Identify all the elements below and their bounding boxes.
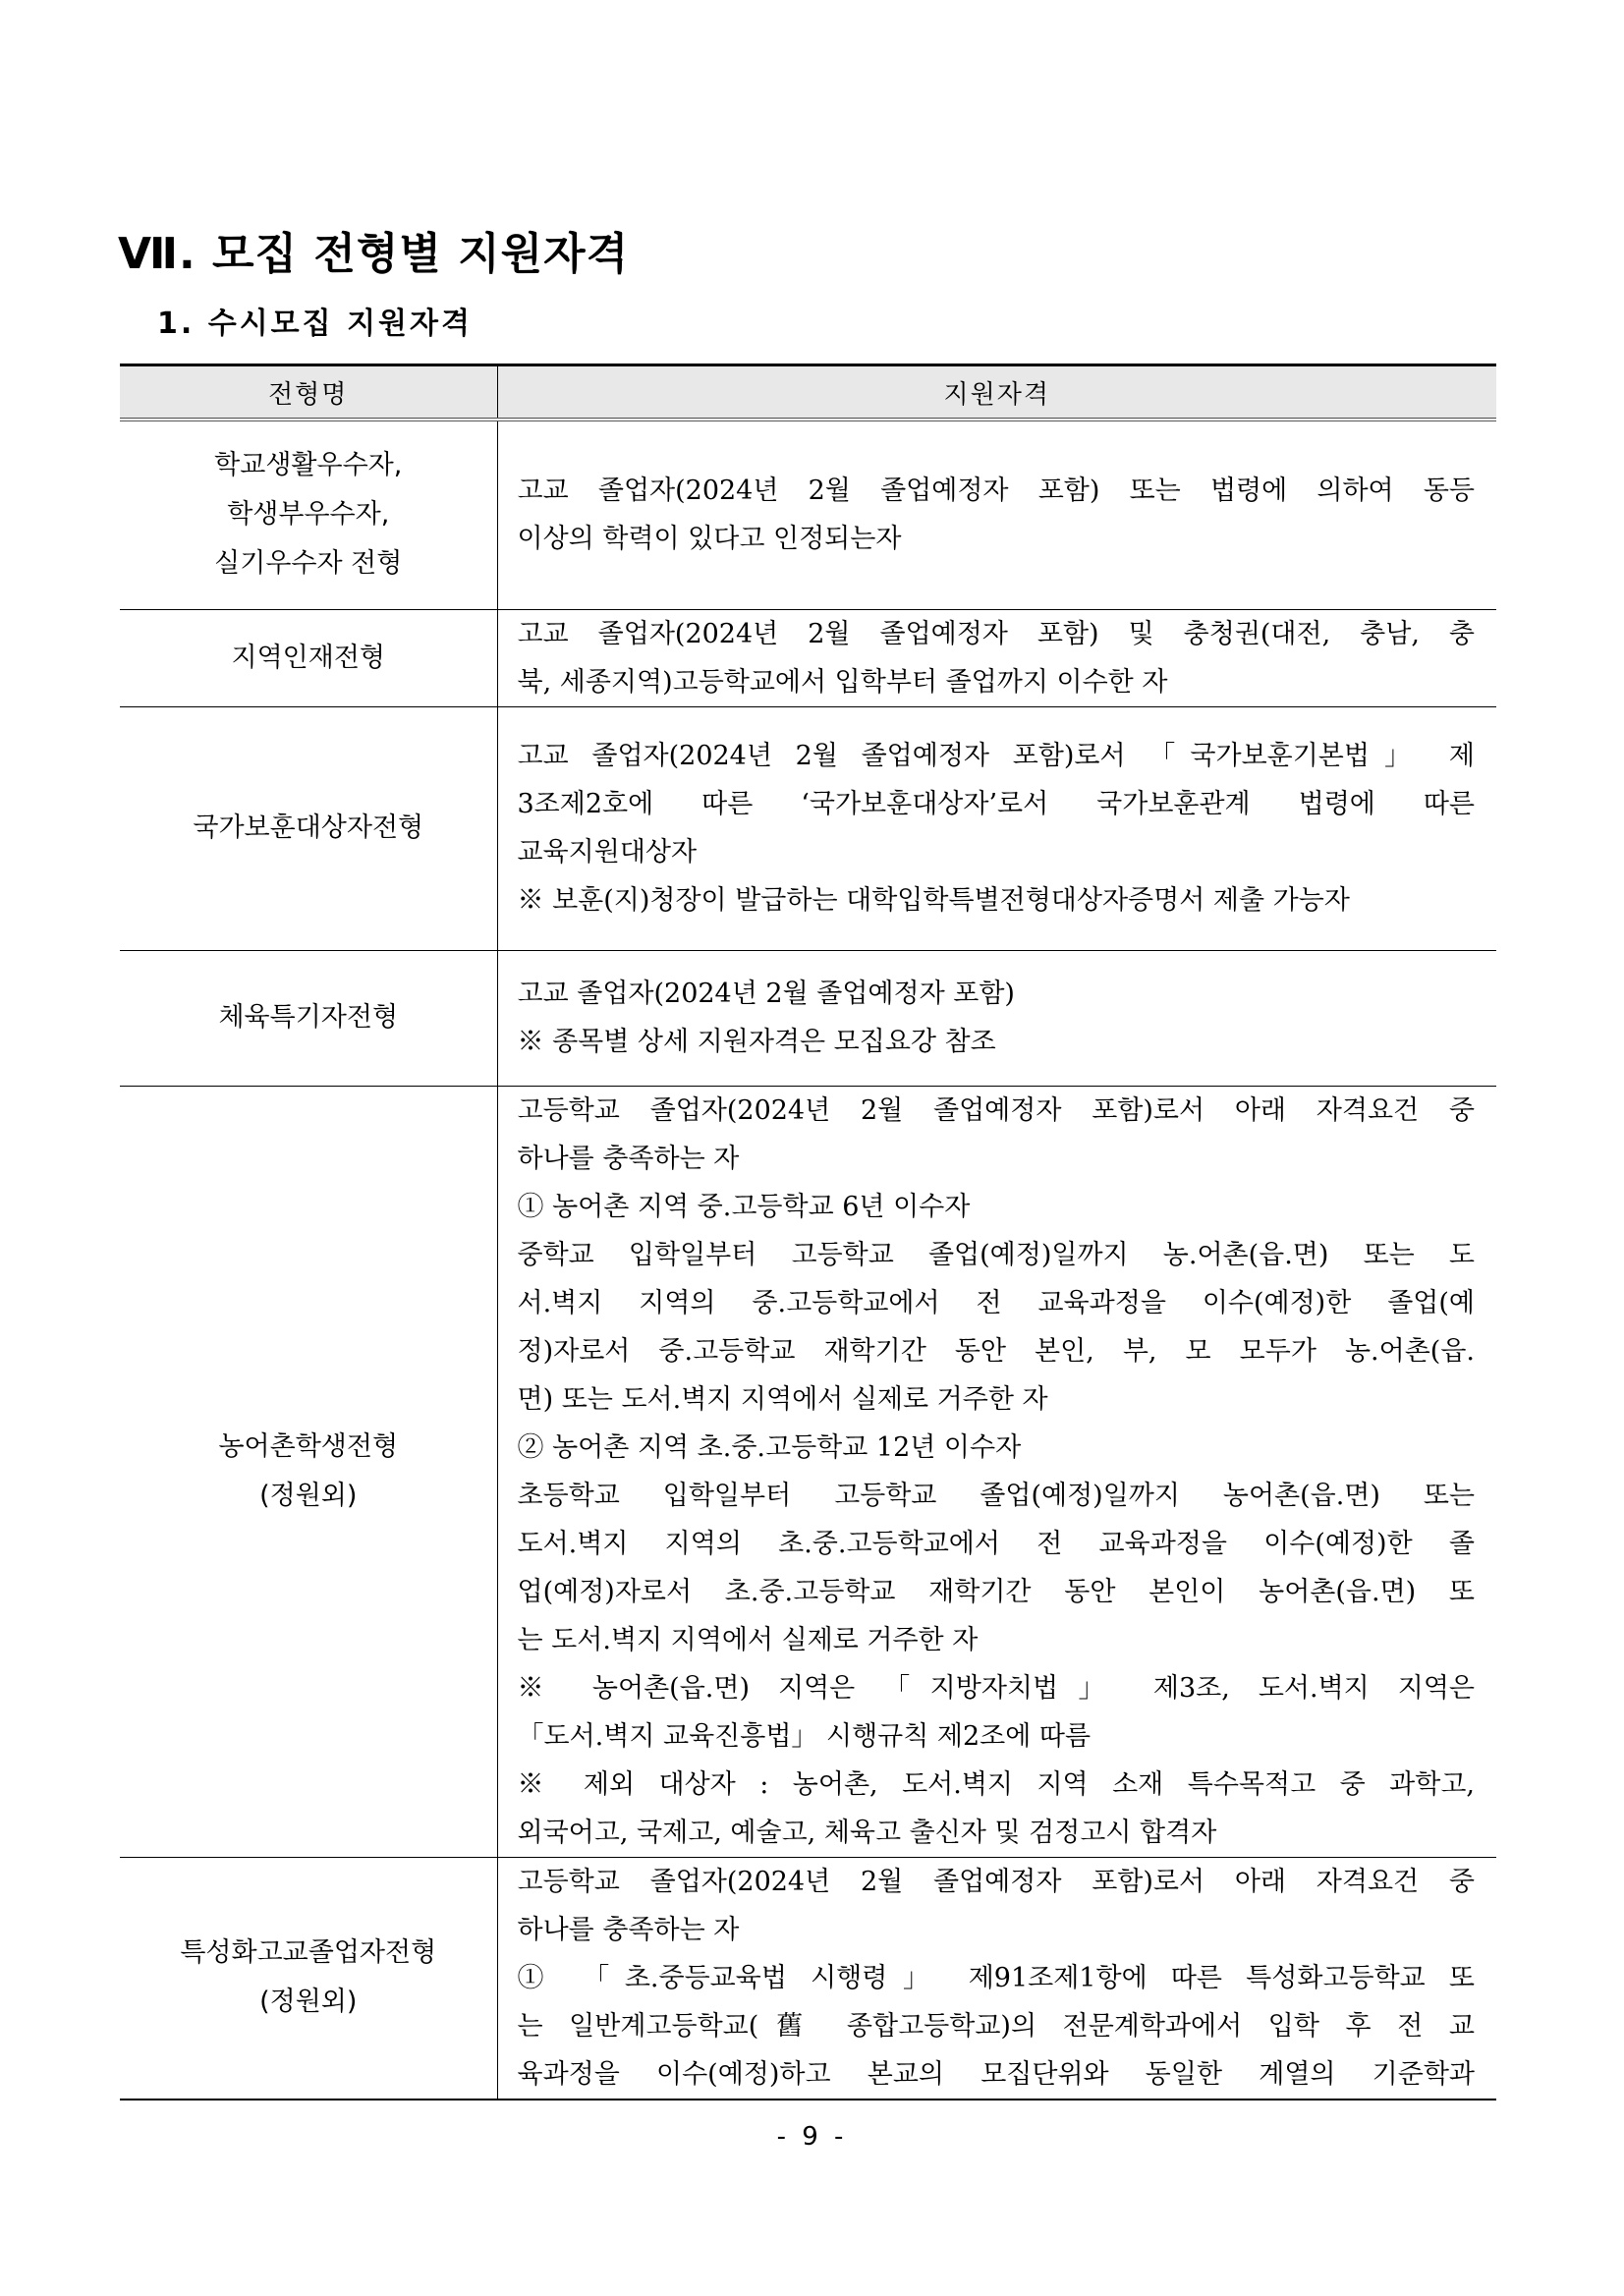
eligibility-cell [497, 609, 1496, 706]
admission-type-line: 국가보훈대상자전형 [193, 812, 424, 843]
admission-type-line: 학생부우수자, [227, 499, 390, 531]
eligibility-line: ※ 종목별 상세 지원자격은 모집요강 참조 [517, 1027, 996, 1057]
eligibility-cell [497, 1086, 1496, 1857]
eligibility-line: 3조제2호에 따른 ‘국가보훈대상자’로서 국가보훈관계 법령에 따른 [517, 789, 1475, 819]
eligibility-line: ※ 보훈(지)청장이 발급하는 대학입학특별전형대상자증명서 제출 가능자 [517, 885, 1350, 916]
eligibility-line: 도서.벽지 지역의 초.중.고등학교에서 전 교육과정을 이수(예정)한 졸 [517, 1528, 1475, 1559]
eligibility-line: 고교 졸업자(2024년 2월 졸업예정자 포함)로서 「국가보훈기본법」 제 [517, 741, 1475, 771]
eligibility-line: 면) 또는 도서.벽지 지역에서 실제로 거주한 자 [517, 1383, 1048, 1415]
eligibility-line: 고교 졸업자(2024년 2월 졸업예정자 포함) [517, 979, 1015, 1009]
eligibility-line: ② 농어촌 지역 초.중.고등학교 12년 이수자 [517, 1431, 1022, 1463]
eligibility-line: 고교 졸업자(2024년 2월 졸업예정자 포함) 또는 법령에 의하여 동등 [517, 476, 1475, 507]
eligibility-line: ※ 농어촌(읍.면) 지역은 「지방자치법」 제3조, 도서.벽지 지역은 [517, 1672, 1475, 1704]
eligibility-line: 고등학교 졸업자(2024년 2월 졸업예정자 포함)로서 아래 자격요건 중 [517, 1866, 1475, 1897]
table-row [120, 706, 1496, 950]
eligibility-line: 외국어고, 국제고, 예술고, 체육고 출신자 및 검정고시 합격자 [517, 1817, 1217, 1848]
table-row [120, 950, 1496, 1086]
admission-type-line: 체육특기자전형 [218, 1002, 399, 1033]
admission-type-cell [120, 1857, 497, 2100]
table-row [120, 1857, 1496, 2100]
page-number: - 9 - [776, 2122, 848, 2152]
eligibility-line: 는 도서.벽지 지역에서 실제로 거주한 자 [517, 1624, 979, 1655]
eligibility-line: ① 「초.중등교육법 시행령」 제91조제1항에 따른 특성화고등학교 또 [517, 1962, 1475, 1993]
table-row [120, 1086, 1496, 1857]
eligibility-cell [497, 420, 1496, 609]
eligibility-line: 「도서.벽지 교육진흥법」 시행규칙 제2조에 따름 [517, 1720, 1092, 1752]
eligibility-line: 정)자로서 중.고등학교 재학기간 동안 본인, 부, 모 모두가 농.어촌(읍. [517, 1335, 1475, 1367]
eligibility-cell [497, 706, 1496, 950]
eligibility-line: 서.벽지 지역의 중.고등학교에서 전 교육과정을 이수(예정)한 졸업(예 [517, 1287, 1475, 1318]
admission-type-cell [120, 950, 497, 1086]
eligibility-line: 육과정을 이수(예정)하고 본교의 모집단위와 동일한 계열의 기준학과 [517, 2058, 1475, 2090]
eligibility-line: 고등학교 졸업자(2024년 2월 졸업예정자 포함)로서 아래 자격요건 중 [517, 1094, 1475, 1126]
admission-type-line: (정원외) [259, 1480, 358, 1511]
eligibility-line: ① 농어촌 지역 중.고등학교 6년 이수자 [517, 1191, 971, 1222]
eligibility-line: 업(예정)자로서 초.중.고등학교 재학기간 동안 본인이 농어촌(읍.면) 또 [517, 1576, 1475, 1607]
admission-type-line: (정원외) [259, 1987, 358, 2018]
header-eligibility: 지원자격 [497, 365, 1496, 420]
table-header-row [120, 365, 1496, 420]
admission-type-cell [120, 706, 497, 950]
admission-type-cell [120, 609, 497, 706]
table-row [120, 609, 1496, 706]
admission-type-cell [120, 1086, 497, 1857]
header-admission-type: 전형명 [120, 365, 497, 420]
admission-type-line: 지역인재전형 [231, 642, 385, 673]
eligibility-line: 이상의 학력이 있다고 인정되는자 [517, 524, 902, 555]
eligibility-cell [497, 1857, 1496, 2100]
eligibility-table [120, 364, 1496, 2100]
admission-type-cell [120, 420, 497, 609]
table-row [120, 420, 1496, 609]
admission-type-line: 특성화고교졸업자전형 [180, 1937, 437, 1969]
eligibility-line: 초등학교 입학일부터 고등학교 졸업(예정)일까지 농어촌(읍.면) 또는 [517, 1480, 1475, 1511]
eligibility-line: 교육지원대상자 [517, 837, 698, 868]
eligibility-line: 는 일반계고등학교(舊 종합고등학교)의 전문계학과에서 입학 후 전 교 [517, 2010, 1475, 2042]
page-title: Ⅶ. 모집 전형별 지원자격 [118, 229, 630, 279]
admission-type-line: 실기우수자 전형 [214, 548, 403, 580]
eligibility-line: 북, 세종지역)고등학교에서 입학부터 졸업까지 이수한 자 [517, 666, 1168, 698]
eligibility-line: ※ 제외 대상자 : 농어촌, 도서.벽지 지역 소재 특수목적고 중 과학고, [517, 1768, 1475, 1800]
eligibility-line: 하나를 충족하는 자 [517, 1143, 740, 1174]
eligibility-line: 하나를 충족하는 자 [517, 1914, 740, 1945]
admission-type-line: 학교생활우수자, [214, 450, 403, 481]
eligibility-cell [497, 950, 1496, 1086]
eligibility-line: 고교 졸업자(2024년 2월 졸업예정자 포함) 및 충청권(대전, 충남, 충 [517, 618, 1475, 649]
admission-type-line: 농어촌학생전형 [218, 1430, 399, 1462]
eligibility-line: 중학교 입학일부터 고등학교 졸업(예정)일까지 농.어촌(읍.면) 또는 도 [517, 1239, 1475, 1270]
section-title: 1. 수시모집 지원자격 [157, 307, 473, 341]
